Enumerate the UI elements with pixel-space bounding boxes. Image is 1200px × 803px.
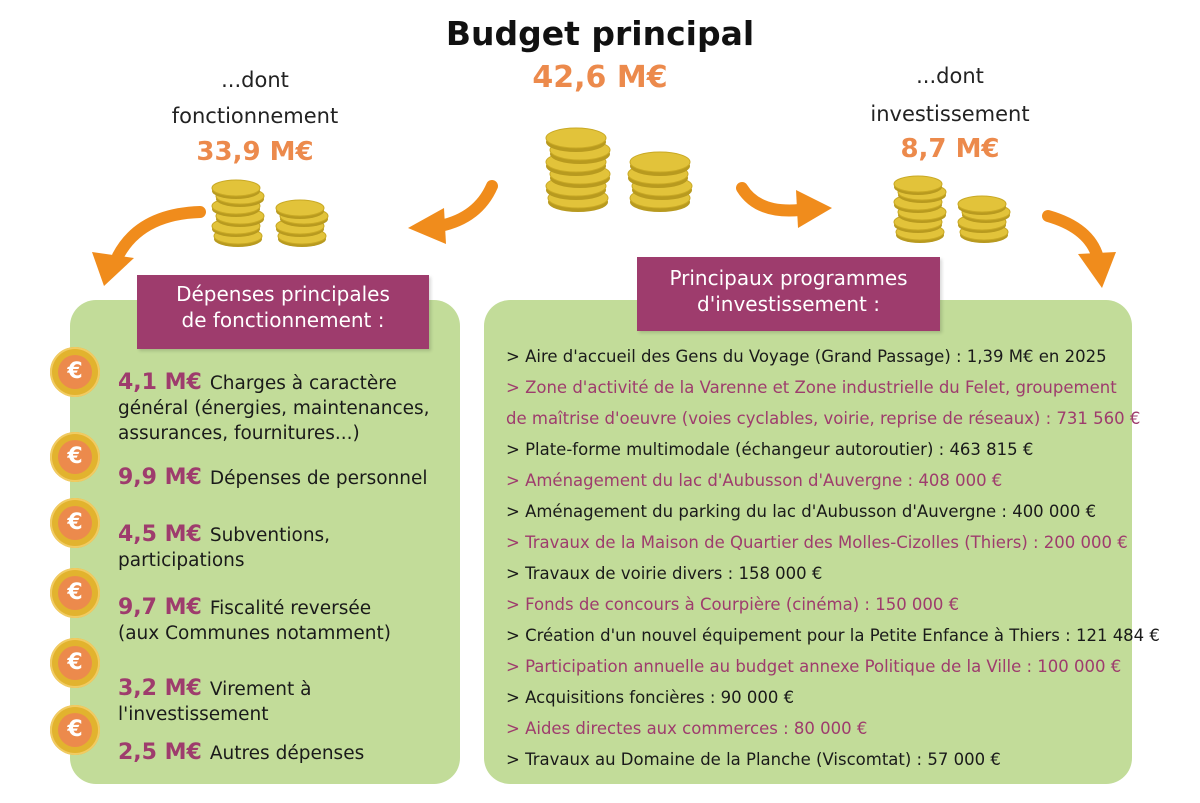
- program-row: > Travaux de voirie divers : 158 000 €: [506, 564, 823, 583]
- euro-coin-icon: €: [50, 432, 100, 482]
- banner-left-line1: Dépenses principales: [176, 282, 390, 306]
- expense-amount: 2,5 M€: [118, 740, 202, 765]
- expense-item: [118, 465, 458, 491]
- expense-amount: 9,9 M€: [118, 465, 202, 490]
- right-summary-line1: ...dont: [916, 64, 984, 88]
- illustration-layer: [0, 0, 1200, 300]
- program-row: > Aménagement du lac d'Aubusson d'Auvergne : 408 000 €: [506, 471, 1003, 490]
- arrow-top-right-icon: [1048, 216, 1098, 258]
- euro-coin-icon: €: [50, 498, 100, 548]
- coin-stack-right-icon: [894, 176, 1010, 243]
- coin-stack-left-icon: [212, 180, 328, 247]
- banner-right-line2: d'investissement :: [697, 292, 880, 316]
- expense-text: Fiscalité reversée (aux Communes notamment): [118, 598, 391, 644]
- left-summary-line2: fonctionnement: [171, 104, 339, 128]
- left-summary-line1: ...dont: [221, 68, 289, 92]
- program-row: > Plate-forme multimodale (échangeur autoroutier) : 463 815 €: [506, 440, 1034, 459]
- arrow-top-left-icon: [118, 212, 200, 256]
- program-row: > Création d'un nouvel équipement pour la Petite Enfance à Thiers : 121 484 €: [506, 626, 1160, 645]
- expense-item: [118, 595, 418, 646]
- expense-text: Autres dépenses: [209, 743, 365, 764]
- coin-stack-center-right-icon: [628, 152, 692, 212]
- euro-coin-icon: €: [50, 568, 100, 618]
- program-row: > Aménagement du parking du lac d'Aubusson d'Auvergne : 400 000 €: [506, 502, 1097, 521]
- expense-amount: 3,2 M€: [118, 676, 202, 701]
- operating-expenses-banner: [137, 275, 429, 349]
- banner-left-line2: de fonctionnement :: [181, 308, 385, 332]
- program-row: > Fonds de concours à Courpière (cinéma) : 150 000 €: [506, 595, 960, 614]
- banner-right-line1: Principaux programmes: [669, 266, 908, 290]
- investment-program-list: [506, 341, 1160, 775]
- arrow-center-left-icon: [440, 186, 492, 226]
- expense-item: [118, 370, 458, 446]
- total-amount: 42,6 M€: [532, 60, 668, 95]
- left-summary-amount: 33,9 M€: [196, 137, 314, 167]
- expense-amount: 9,7 M€: [118, 595, 202, 620]
- expense-item: [118, 676, 458, 727]
- expense-text: Charges à caractère général (énergies, maintenances, assurances, fournitures...): [118, 373, 430, 444]
- expense-amount: 4,5 M€: [118, 522, 202, 547]
- expense-item: [118, 740, 458, 766]
- arrow-center-right-icon: [742, 188, 800, 211]
- program-row: > Travaux de la Maison de Quartier des Molles-Cizolles (Thiers) : 200 000 €: [506, 533, 1128, 552]
- coin-stack-center-left-icon: [546, 128, 610, 212]
- program-row: de maîtrise d'oeuvre (voies cyclables, voirie, reprise de réseaux) : 731 560 €: [506, 409, 1141, 428]
- investment-programs-banner: [637, 257, 940, 331]
- program-row: > Participation annuelle au budget annexe Politique de la Ville : 100 000 €: [506, 657, 1122, 676]
- right-summary-line2: investissement: [870, 102, 1030, 126]
- euro-coin-icon: €: [50, 347, 100, 397]
- expense-amount: 4,1 M€: [118, 370, 202, 395]
- euro-coin-icon: €: [50, 705, 100, 755]
- arrowhead-top-left-icon: [92, 252, 134, 286]
- euro-coin-icon: €: [50, 638, 100, 688]
- expense-text: Virement à l'investissement: [118, 679, 312, 725]
- expense-text: Subventions, participations: [118, 525, 331, 571]
- arrowhead-center-left-icon: [408, 208, 446, 244]
- expense-text: Dépenses de personnel: [209, 468, 428, 489]
- page-title: Budget principal: [445, 14, 755, 53]
- arrowhead-top-right-icon: [1078, 252, 1116, 288]
- program-row: > Travaux au Domaine de la Planche (Viscomtat) : 57 000 €: [506, 750, 1001, 769]
- program-row: > Aire d'accueil des Gens du Voyage (Grand Passage) : 1,39 M€ en 2025: [506, 347, 1107, 366]
- arrowhead-center-right-icon: [796, 190, 832, 228]
- expense-item: [118, 522, 378, 573]
- program-row: > Aides directes aux commerces : 80 000 €: [506, 719, 868, 738]
- program-row: > Zone d'activité de la Varenne et Zone industrielle du Felet, groupement: [506, 378, 1117, 397]
- program-row: > Acquisitions foncières : 90 000 €: [506, 688, 795, 707]
- right-summary-amount: 8,7 M€: [900, 134, 1000, 164]
